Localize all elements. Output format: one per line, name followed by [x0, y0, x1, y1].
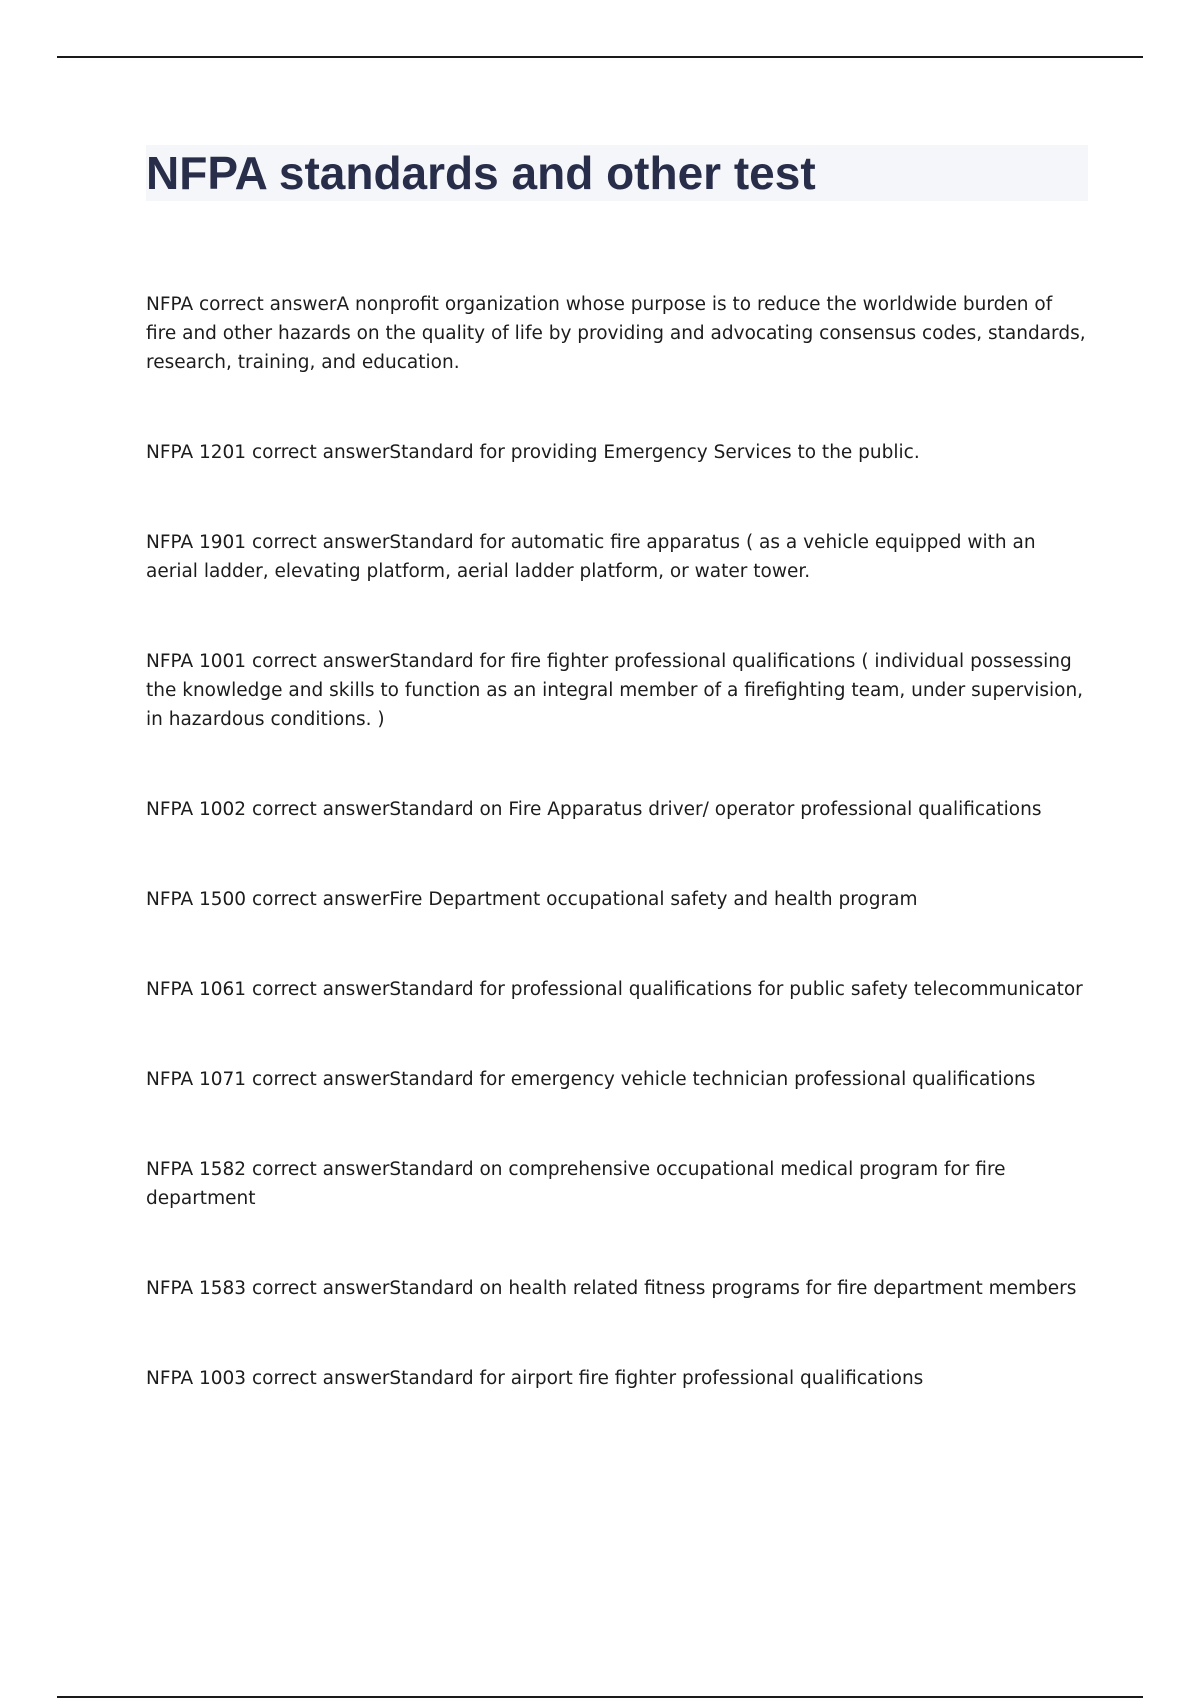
entry-nfpa-1002: NFPA 1002 correct answerStandard on Fire Apparatus driver/ operator professional qualifications: [146, 799, 1042, 820]
entry-nfpa-1061: NFPA 1061 correct answerStandard for professional qualifications for public safety telecommunicator: [146, 979, 1083, 1000]
entry-nfpa: NFPA correct answerA nonprofit organization whose purpose is to reduce the worldwide burden of fire and other hazards on the quality of life by providing and advocating consensus codes, standards, research, training, and education.: [146, 294, 1086, 373]
entry-nfpa-1500: NFPA 1500 correct answerFire Department occupational safety and health program: [146, 889, 918, 910]
entry-nfpa-1901: NFPA 1901 correct answerStandard for automatic fire apparatus ( as a vehicle equipped with an aerial ladder, elevating platform, aerial ladder platform, or water tower.: [146, 532, 1036, 582]
entry-list: [146, 290, 1086, 1454]
top-divider: [57, 56, 1143, 58]
entry-nfpa-1071: NFPA 1071 correct answerStandard for emergency vehicle technician professional qualifications: [146, 1069, 1036, 1090]
entry-nfpa-1582: NFPA 1582 correct answerStandard on comprehensive occupational medical program for fire department: [146, 1159, 1006, 1209]
entry-nfpa-1583: NFPA 1583 correct answerStandard on health related fitness programs for fire department members: [146, 1278, 1077, 1299]
document-title: NFPA standards and other test: [146, 147, 816, 199]
entry-nfpa-1201: NFPA 1201 correct answerStandard for providing Emergency Services to the public.: [146, 442, 920, 463]
entry-nfpa-1001: NFPA 1001 correct answerStandard for fire fighter professional qualifications ( individual possessing the knowledge and skills to function as an integral member of a firefighting team, under supervision, in hazardous conditions. ): [146, 651, 1084, 730]
bottom-divider: [57, 1696, 1143, 1698]
entry-nfpa-1003: NFPA 1003 correct answerStandard for airport fire fighter professional qualifications: [146, 1368, 924, 1389]
